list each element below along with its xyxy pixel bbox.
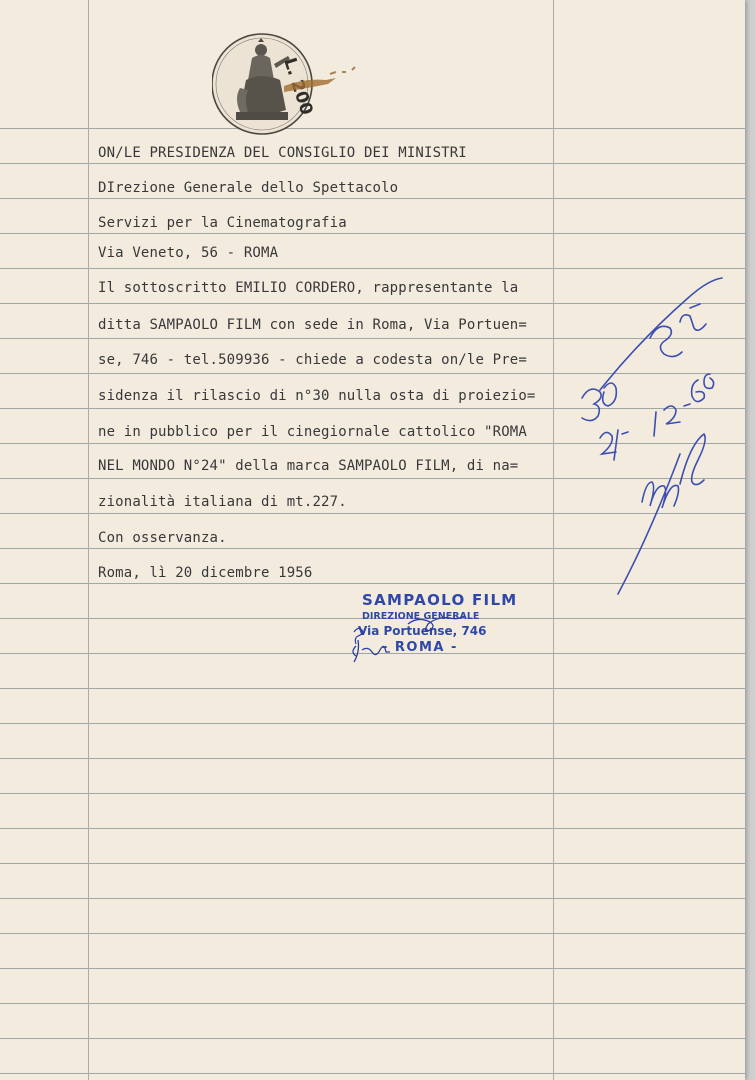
body-line: ne in pubblico per il cinegiornale cattolico "ROMA [98, 424, 527, 440]
revenue-stamp [212, 28, 392, 144]
addressee-line: ON/LE PRESIDENZA DEL CONSIGLIO DEI MINISTRI [98, 145, 467, 161]
body-line: se, 746 - tel.509936 - chiede a codesta on/le Pre= [98, 352, 527, 368]
date-line: Roma, lì 20 dicembre 1956 [98, 565, 313, 581]
right-margin-line [553, 0, 554, 1080]
revenue-stamp-value: L. 200 [279, 55, 317, 118]
handwritten-annotation [560, 270, 735, 604]
revenue-stamp-graphic [212, 28, 392, 140]
rule-line [0, 163, 745, 164]
body-line: NEL MONDO N°24" della marca SAMPAOLO FILM, di na= [98, 458, 519, 474]
body-line: ditta SAMPAOLO FILM con sede in Roma, Via Portuen= [98, 317, 527, 333]
rule-line [0, 828, 745, 829]
rule-line [0, 898, 745, 899]
company-stamp-department: DIREZIONE GENERALE [362, 611, 480, 622]
company-stamp-address: Via Portuense, 746 [358, 624, 487, 638]
rule-line [0, 723, 745, 724]
rule-line [0, 968, 745, 969]
rule-line [0, 688, 745, 689]
company-stamp-name: SAMPAOLO FILM [362, 591, 518, 609]
body-line: sidenza il rilascio di n°30 nulla osta di proiezio= [98, 388, 536, 404]
rule-line [0, 1003, 745, 1004]
rule-line [0, 793, 745, 794]
service-line: Servizi per la Cinematografia [98, 215, 347, 231]
rule-line [0, 1038, 745, 1039]
rule-line [0, 933, 745, 934]
body-line: zionalità italiana di mt.227. [98, 494, 347, 510]
signature-graphic [348, 610, 508, 670]
rule-line [0, 268, 745, 269]
left-margin-line [88, 0, 89, 1080]
address-line: Via Veneto, 56 - ROMA [98, 245, 279, 261]
department-line: DIrezione Generale dello Spettacolo [98, 180, 399, 196]
closing-line: Con osservanza. [98, 530, 227, 546]
rule-line [0, 233, 745, 234]
rule-line [0, 1073, 745, 1074]
signature [348, 610, 508, 674]
body-line: Il sottoscritto EMILIO CORDERO, rappresentante la [98, 280, 519, 296]
handwritten-annotation-graphic [560, 270, 735, 600]
company-stamp-city: - ROMA - [382, 640, 458, 655]
rule-line [0, 863, 745, 864]
rule-line [0, 758, 745, 759]
rule-line [0, 198, 745, 199]
